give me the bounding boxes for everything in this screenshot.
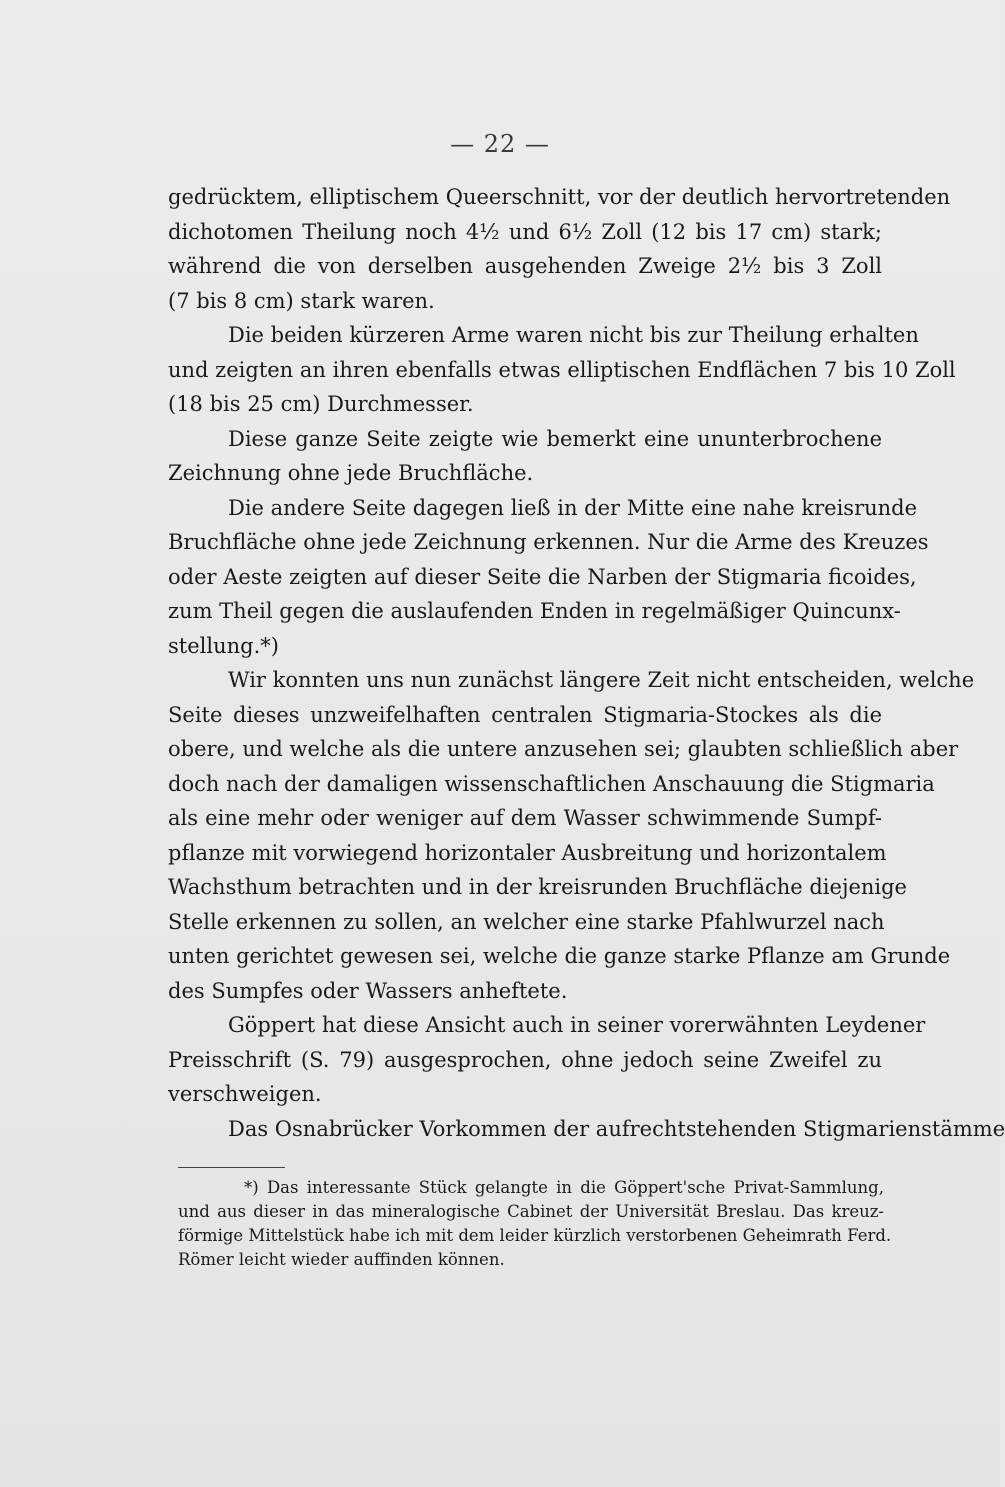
text-line: unten gerichtet gewesen sei, welche die ganze starke Pflanze am Grunde <box>168 944 951 968</box>
text-line: als eine mehr oder weniger auf dem Wasser schwimmende Sumpf- <box>168 806 882 830</box>
page-number: — 22 — <box>450 130 550 158</box>
text-line: des Sumpfes oder Wassers anheftete. <box>168 978 568 1003</box>
text-line: Zeichnung ohne jede Bruchfläche. <box>168 461 534 485</box>
text-line: gedrücktem, elliptischem Queerschnitt, vor der deutlich hervortretenden <box>168 185 951 209</box>
text-line: Preisschrift (S. 79) ausgesprochen, ohne jedoch seine Zweifel zu <box>168 1047 882 1072</box>
text-line: Göppert hat diese Ansicht auch in seiner vorerwähnten Leydener <box>228 1013 926 1037</box>
text-line: Wir konnten uns nun zunächst längere Zeit nicht entscheiden, welche <box>228 668 975 692</box>
text-line: Wachsthum betrachten und in der kreisrunden Bruchfläche diejenige <box>168 875 907 899</box>
text-line: Die beiden kürzeren Arme waren nicht bis zur Theilung erhalten <box>228 323 919 347</box>
text-line: stellung.*) <box>168 633 279 658</box>
footnote-line: Römer leicht wieder auffinden können. <box>178 1250 505 1269</box>
text-line: Diese ganze Seite zeigte wie bemerkt eine ununterbrochene <box>228 426 882 451</box>
text-line: Bruchfläche ohne jede Zeichnung erkennen. Nur die Arme des Kreuzes <box>168 530 929 554</box>
text-line: (18 bis 25 cm) Durchmesser. <box>168 392 474 416</box>
text-line: verschweigen. <box>168 1082 322 1106</box>
text-line: (7 bis 8 cm) stark waren. <box>168 288 435 313</box>
text-line: Seite dieses unzweifelhaften centralen Stigmaria-Stockes als die <box>168 702 882 727</box>
text-line: dichotomen Theilung noch 4½ und 6½ Zoll (12 bis 17 cm) stark; <box>168 219 882 244</box>
body-text <box>168 180 1005 1146</box>
text-line: Stelle erkennen zu sollen, an welcher eine starke Pfahlwurzel nach <box>168 909 885 934</box>
text-line: doch nach der damaligen wissenschaftlichen Anschauung die Stigmaria <box>168 771 935 796</box>
footnote-line: *) Das interessante Stück gelangte in die Göppert'sche Privat-Sammlung, <box>244 1178 884 1197</box>
text-line: Das Osnabrücker Vorkommen der aufrechtstehenden Stigmarienstämme <box>228 1116 1005 1141</box>
text-line: und zeigten an ihren ebenfalls etwas elliptischen Endflächen 7 bis 10 Zoll <box>168 357 956 382</box>
footnote-line: förmige Mittelstück habe ich mit dem leider kürzlich verstorbenen Geheimrath Ferd. <box>178 1226 892 1245</box>
footnote-line: und aus dieser in das mineralogische Cabinet der Universität Breslau. Das kreuz- <box>178 1202 884 1221</box>
footnote-divider <box>178 1167 285 1168</box>
text-line: zum Theil gegen die auslaufenden Enden in regelmäßiger Quincunx- <box>168 599 901 623</box>
text-line: oder Aeste zeigten auf dieser Seite die Narben der Stigmaria ficoides, <box>168 564 917 589</box>
text-line: Die andere Seite dagegen ließ in der Mitte eine nahe kreisrunde <box>228 495 918 520</box>
text-line: obere, und welche als die untere anzusehen sei; glaubten schließlich aber <box>168 737 959 761</box>
text-line: pflanze mit vorwiegend horizontaler Ausbreitung und horizontalem <box>168 840 887 865</box>
footnote <box>178 1176 892 1272</box>
text-line: während die von derselben ausgehenden Zweige 2½ bis 3 Zoll <box>168 254 882 278</box>
